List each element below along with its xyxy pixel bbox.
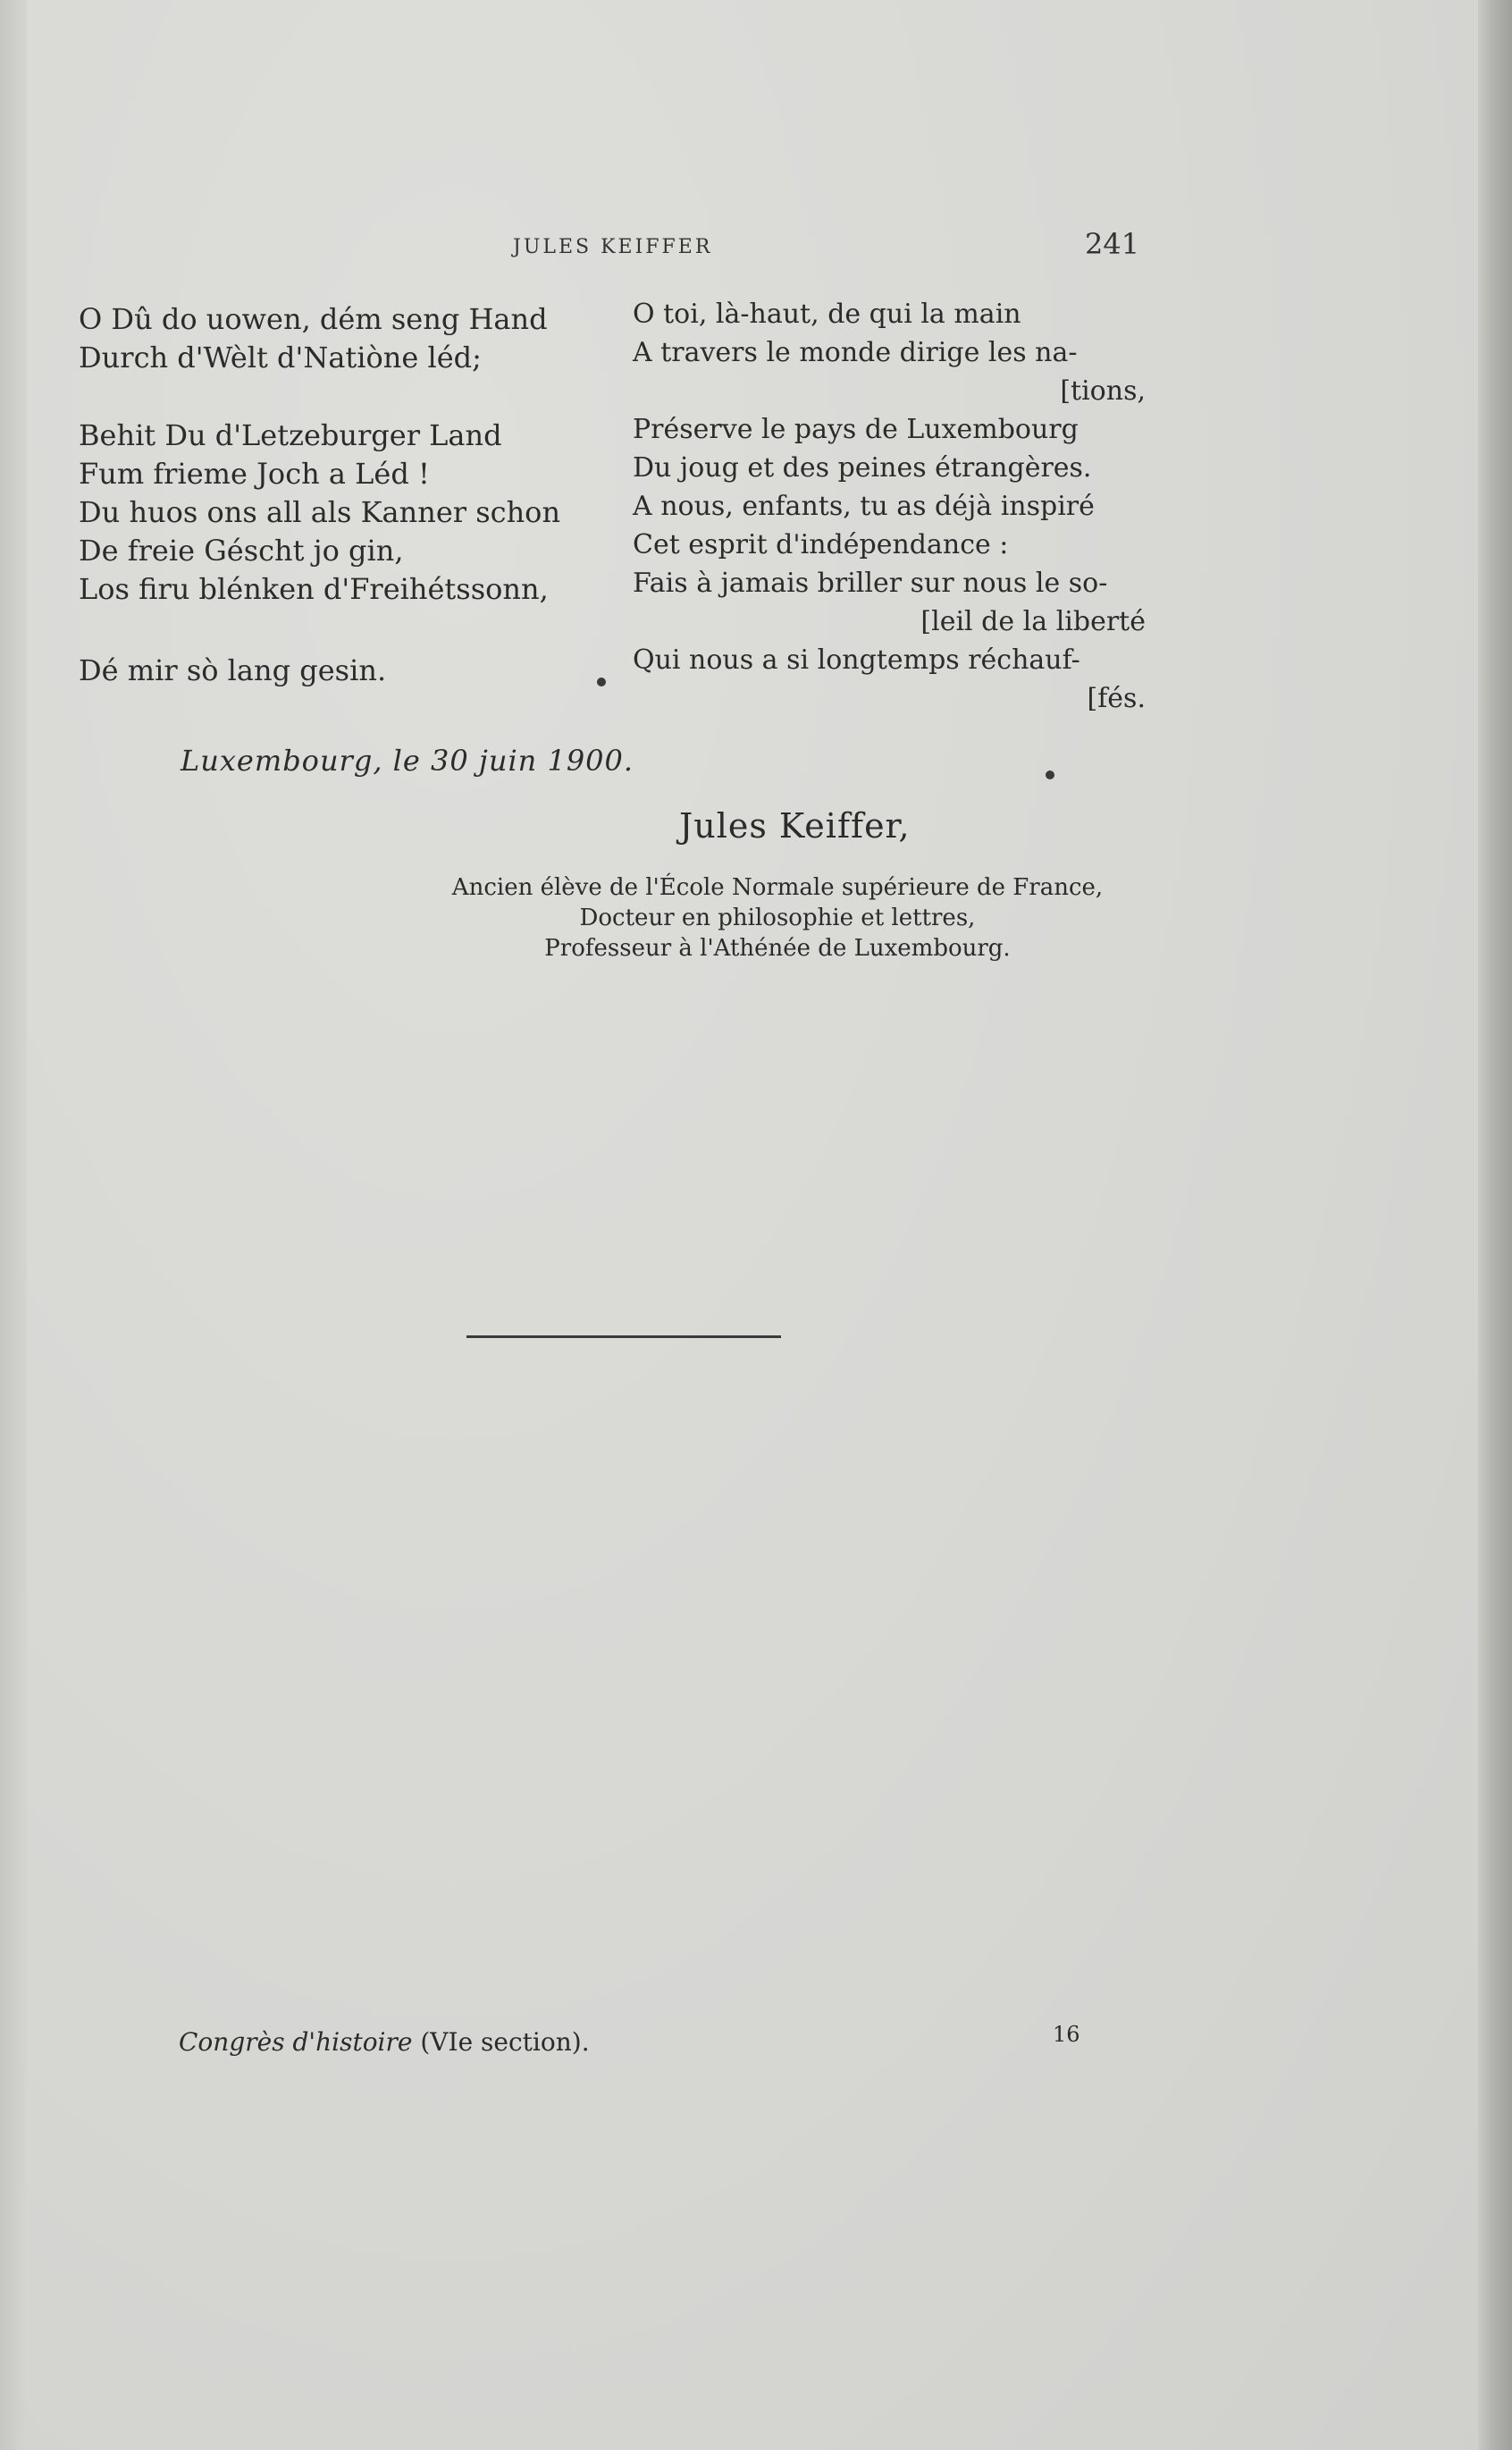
ink-speck	[1046, 770, 1054, 779]
author-credentials	[393, 872, 1162, 964]
ink-speck	[597, 678, 606, 686]
poem-line: De freie Géscht jo gin,	[79, 534, 404, 568]
poem-french	[633, 295, 1146, 718]
poem-line: Los firu blénken d'Freihétssonn,	[79, 572, 549, 606]
credential-line: Docteur en philosophie et lettres,	[579, 905, 976, 931]
page-gutter-shadow	[0, 0, 27, 2450]
page-number: 241	[1085, 227, 1140, 261]
poem-luxembourgish	[79, 300, 615, 690]
poem-line: Préserve le pays de Luxembourg	[633, 414, 1079, 445]
end-rule	[466, 1335, 781, 1338]
credential-line: Professeur à l'Athénée de Luxembourg.	[544, 935, 1011, 962]
poem-line: A travers le monde dirige les na-	[633, 337, 1078, 368]
poem-line: Du huos ons all als Kanner schon	[79, 495, 561, 529]
author-signature: Jules Keiffer,	[679, 806, 911, 846]
poem-line: Behit Du d'Letzeburger Land	[79, 418, 502, 452]
poem-line: O Dû do uowen, dém seng Hand	[79, 302, 548, 336]
poem-line: Fais à jamais briller sur nous le so-	[633, 568, 1108, 599]
poem-line: Cet esprit d'indépendance :	[633, 529, 1009, 560]
credential-line: Ancien élève de l'École Normale supérieure de France,	[451, 874, 1104, 901]
poem-line: Qui nous a si longtemps réchauf-	[633, 644, 1080, 676]
poem-line: O toi, là-haut, de qui la main	[633, 299, 1021, 330]
poem-line-continuation: [fés.	[1087, 683, 1146, 714]
poem-line: Dé mir sò lang gesin.	[79, 653, 387, 687]
poem-line: Fum frieme Joch a Léd !	[79, 457, 430, 491]
poem-line: Du joug et des peines étrangères.	[633, 452, 1092, 484]
footer-source-title: Congrès d'histoire	[179, 2027, 413, 2057]
poem-line: Durch d'Wèlt d'Natiòne léd;	[79, 341, 482, 375]
poem-line-continuation: [tions,	[1060, 375, 1146, 407]
printer-signature-number: 16	[1053, 2022, 1080, 2047]
page-edge-shadow	[1478, 0, 1512, 2450]
poem-line-continuation: [leil de la liberté	[920, 606, 1146, 637]
running-header: JULES KEIFFER	[513, 236, 713, 258]
footer-source	[179, 2027, 590, 2057]
poem-line: A nous, enfants, tu as déjà inspiré	[633, 491, 1095, 522]
footer-source-section: (VIe section).	[420, 2027, 590, 2057]
place-and-date: Luxembourg, le 30 juin 1900.	[181, 744, 634, 778]
